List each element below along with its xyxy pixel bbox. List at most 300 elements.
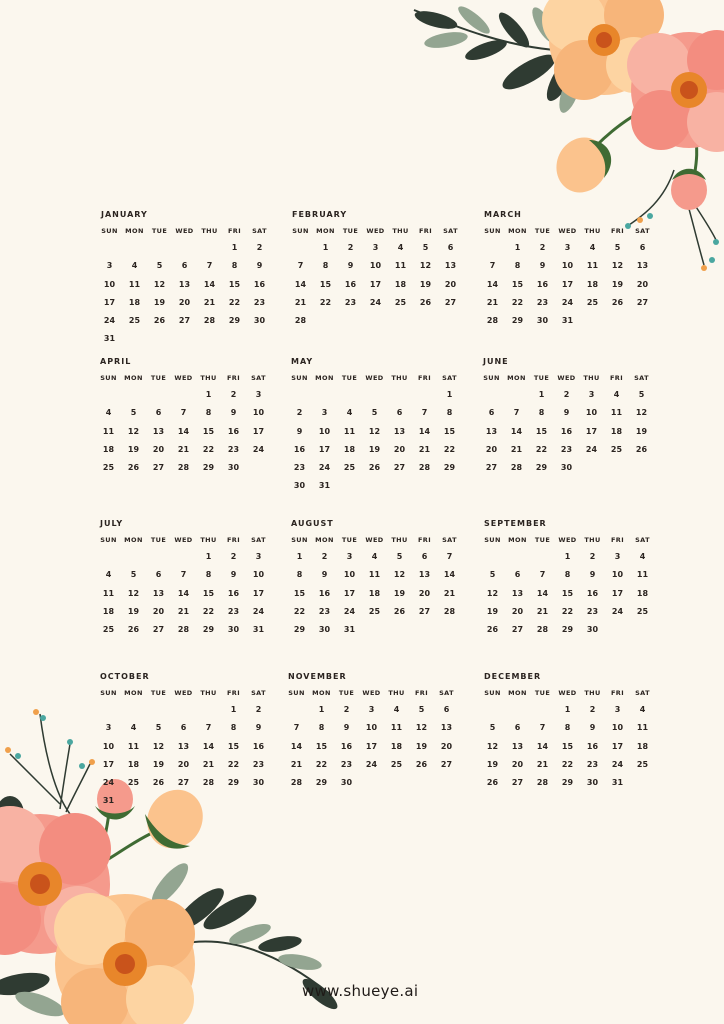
day-cell: 25 [636, 606, 649, 616]
day-cell: 1 [318, 705, 325, 714]
day-cell: 10 [343, 570, 356, 580]
day-cell: 16 [560, 426, 573, 436]
day-cell: 12 [152, 741, 165, 751]
day-cell: 23 [586, 606, 599, 616]
day-cell: 10 [365, 723, 378, 733]
day-cell: 11 [102, 426, 115, 436]
day-cell: 22 [202, 444, 215, 454]
day-cell: 20 [418, 588, 431, 598]
day-cell: 4 [105, 570, 112, 580]
month-february [288, 210, 460, 334]
day-cell: 10 [611, 570, 624, 580]
week-row [479, 390, 651, 408]
day-cell: 21 [294, 297, 307, 307]
month-january [97, 210, 269, 353]
weekday-label: MON [508, 689, 527, 697]
day-cell: 11 [127, 741, 140, 751]
weekday-label: SAT [251, 689, 266, 697]
day-cell: 8 [230, 723, 237, 733]
day-cell: 17 [252, 426, 265, 436]
day-cell [147, 334, 172, 352]
day-cell: 19 [152, 759, 165, 769]
day-cell [413, 316, 438, 334]
week-row [480, 778, 652, 796]
day-cell: 23 [560, 444, 573, 454]
day-cell: 14 [290, 741, 303, 751]
week-row [96, 607, 268, 625]
day-cell [196, 796, 221, 814]
day-cell [362, 481, 387, 499]
week-row [287, 408, 459, 426]
month-december [480, 672, 652, 796]
weekday-label: THU [200, 374, 217, 382]
day-cell: 15 [443, 426, 456, 436]
day-cell: 7 [446, 552, 453, 561]
day-cell: 13 [444, 261, 457, 271]
day-cell: 5 [418, 705, 425, 714]
weekday-header [287, 374, 459, 382]
day-cell: 11 [102, 588, 115, 598]
day-cell: 11 [343, 426, 356, 436]
day-cell: 12 [127, 426, 140, 436]
day-cell: 10 [103, 279, 116, 289]
day-cell [362, 390, 387, 408]
day-cell: 17 [343, 588, 356, 598]
day-cell: 18 [102, 606, 115, 616]
day-cell: 31 [102, 796, 115, 806]
week-row [287, 445, 459, 463]
week-row [480, 705, 652, 723]
day-cell: 2 [230, 552, 237, 561]
day-cell [387, 390, 412, 408]
day-cell: 1 [230, 705, 237, 714]
day-cell: 17 [369, 279, 382, 289]
day-cell: 2 [230, 390, 237, 399]
weekday-header [96, 689, 268, 697]
month-may [287, 357, 459, 500]
day-cell [146, 390, 171, 408]
day-cell: 11 [394, 261, 407, 271]
day-cell: 4 [131, 261, 138, 271]
day-cell: 19 [127, 444, 140, 454]
day-cell: 15 [561, 588, 574, 598]
day-cell: 25 [343, 463, 356, 473]
weekday-label: FRI [226, 536, 241, 544]
month-name: SEPTEMBER [484, 519, 547, 528]
day-cell: 23 [318, 606, 331, 616]
day-cell: 22 [202, 606, 215, 616]
day-cell: 27 [511, 778, 524, 788]
day-cell: 2 [296, 408, 303, 418]
weekday-label: MON [124, 374, 143, 382]
day-cell: 25 [102, 625, 115, 635]
day-cell: 6 [155, 408, 162, 418]
weekday-label: THU [200, 689, 217, 697]
month-march [480, 210, 652, 334]
week-row [287, 570, 459, 588]
day-cell: 24 [318, 463, 331, 473]
weekday-label: FRI [418, 227, 433, 235]
day-cell: 29 [561, 625, 574, 635]
day-cell: 3 [564, 243, 571, 252]
weekday-label: FRI [414, 689, 429, 697]
weekday-label: SUN [291, 374, 308, 382]
weekday-label: THU [200, 536, 217, 544]
weekday-label: SAT [635, 689, 650, 697]
day-cell [387, 625, 412, 643]
day-cell: 1 [231, 243, 238, 252]
day-cell: 31 [611, 778, 624, 788]
day-cell [437, 481, 462, 499]
day-cell: 24 [252, 444, 265, 454]
day-cell [96, 552, 121, 570]
day-cell: 3 [105, 723, 112, 733]
day-cell: 28 [418, 463, 431, 473]
day-cell: 21 [202, 759, 215, 769]
day-cell: 18 [102, 444, 115, 454]
day-cell [313, 316, 338, 334]
month-name: MAY [291, 357, 314, 366]
day-cell: 3 [346, 552, 353, 561]
day-cell: 19 [635, 426, 648, 436]
day-cell: 1 [322, 243, 329, 252]
day-cell: 24 [561, 297, 574, 307]
weekday-label: WED [365, 536, 384, 544]
day-cell: 21 [290, 759, 303, 769]
weekday-label: MON [316, 227, 335, 235]
day-cell: 14 [536, 588, 549, 598]
day-cell: 7 [297, 261, 304, 271]
day-cell: 13 [636, 261, 649, 271]
weekday-label: FRI [610, 227, 625, 235]
day-cell [480, 705, 505, 723]
day-cell: 10 [369, 261, 382, 271]
day-cell: 3 [368, 705, 375, 714]
day-cell: 20 [485, 444, 498, 454]
month-name: FEBRUARY [292, 210, 348, 219]
week-row [96, 445, 268, 463]
day-cell: 6 [447, 243, 454, 252]
weekday-label: SUN [100, 536, 117, 544]
day-cell: 14 [177, 426, 190, 436]
day-cell [146, 705, 171, 723]
week-row [480, 607, 652, 625]
day-cell [630, 778, 655, 796]
day-cell: 29 [293, 625, 306, 635]
day-cell: 18 [636, 741, 649, 751]
day-cell [437, 625, 462, 643]
day-cell [530, 552, 555, 570]
weekday-label: WED [366, 227, 385, 235]
weekday-label: MON [315, 536, 334, 544]
day-cell: 9 [230, 408, 237, 418]
week-row [480, 723, 652, 741]
day-cell: 16 [586, 741, 599, 751]
day-cell: 4 [639, 552, 646, 561]
day-cell [363, 316, 388, 334]
day-cell: 15 [561, 741, 574, 751]
day-cell: 19 [486, 606, 499, 616]
day-cell: 28 [536, 625, 549, 635]
day-cell: 16 [340, 741, 353, 751]
weekday-label: WED [558, 689, 577, 697]
weekday-header [97, 227, 269, 235]
day-cell: 7 [180, 570, 187, 580]
day-cell: 13 [152, 426, 165, 436]
day-cell: 4 [393, 705, 400, 714]
weekday-label: THU [584, 689, 601, 697]
day-cell: 5 [638, 390, 645, 399]
month-april [96, 357, 268, 481]
month-name: JUNE [483, 357, 509, 366]
day-cell: 30 [253, 316, 266, 326]
week-row [96, 778, 268, 796]
day-cell: 22 [561, 759, 574, 769]
day-cell: 26 [393, 606, 406, 616]
week-row [96, 390, 268, 408]
day-cell: 7 [539, 570, 546, 580]
day-cell [96, 705, 121, 723]
day-cell: 17 [611, 741, 624, 751]
week-row [97, 316, 269, 334]
day-cell: 25 [586, 297, 599, 307]
week-row [287, 390, 459, 408]
day-cell: 27 [177, 778, 190, 788]
week-row [284, 778, 456, 796]
day-cell: 7 [539, 723, 546, 733]
day-cell: 10 [318, 426, 331, 436]
week-row [288, 280, 460, 298]
day-cell: 23 [340, 759, 353, 769]
day-cell [438, 316, 463, 334]
day-cell: 28 [536, 778, 549, 788]
weekday-label: TUE [150, 374, 167, 382]
day-cell: 21 [536, 759, 549, 769]
day-cell: 14 [443, 570, 456, 580]
weekday-label: SAT [251, 536, 266, 544]
day-cell: 24 [369, 297, 382, 307]
weekday-label: TUE [534, 227, 551, 235]
day-cell: 22 [319, 297, 332, 307]
day-cell [530, 705, 555, 723]
day-cell: 16 [227, 426, 240, 436]
day-cell: 5 [155, 723, 162, 733]
weekday-label: SAT [443, 227, 458, 235]
day-cell: 18 [610, 426, 623, 436]
day-cell [505, 552, 530, 570]
weekday-label: SUN [101, 227, 118, 235]
day-cell: 13 [485, 426, 498, 436]
day-cell: 15 [511, 279, 524, 289]
week-row [287, 625, 459, 643]
day-cell: 14 [486, 279, 499, 289]
day-cell [246, 796, 271, 814]
weekday-label: SUN [484, 689, 501, 697]
day-cell: 10 [561, 261, 574, 271]
day-cell [362, 625, 387, 643]
weekday-label: TUE [338, 689, 355, 697]
day-cell [504, 390, 529, 408]
day-cell: 1 [564, 705, 571, 714]
weekday-label: FRI [610, 536, 625, 544]
week-row [287, 607, 459, 625]
day-cell: 1 [564, 552, 571, 561]
weekday-label: MON [125, 227, 144, 235]
weekday-label: FRI [417, 374, 432, 382]
day-cell: 12 [611, 261, 624, 271]
weekday-label: SAT [439, 689, 454, 697]
day-cell: 6 [443, 705, 450, 714]
day-cell: 26 [611, 297, 624, 307]
day-cell: 21 [203, 297, 216, 307]
month-june [479, 357, 651, 481]
day-cell: 9 [321, 570, 328, 580]
day-cell: 27 [152, 625, 165, 635]
day-cell: 12 [153, 279, 166, 289]
day-cell: 13 [511, 741, 524, 751]
week-row [287, 427, 459, 445]
day-cell: 30 [318, 625, 331, 635]
day-cell [412, 625, 437, 643]
day-cell: 21 [443, 588, 456, 598]
day-cell: 20 [511, 759, 524, 769]
day-cell: 5 [489, 723, 496, 733]
weekday-label: FRI [610, 689, 625, 697]
day-cell: 7 [206, 261, 213, 271]
day-cell: 12 [486, 588, 499, 598]
day-cell: 9 [563, 408, 570, 418]
day-cell: 10 [102, 741, 115, 751]
week-row [479, 463, 651, 481]
day-cell: 5 [489, 570, 496, 580]
day-cell [605, 316, 630, 334]
day-cell: 25 [394, 297, 407, 307]
day-cell: 3 [614, 705, 621, 714]
weekday-label: THU [584, 536, 601, 544]
day-cell [287, 390, 312, 408]
day-cell: 4 [130, 723, 137, 733]
day-cell: 22 [561, 606, 574, 616]
day-cell: 12 [419, 261, 432, 271]
day-cell [96, 390, 121, 408]
day-cell: 31 [561, 316, 574, 326]
weekday-header [480, 227, 652, 235]
day-cell: 11 [128, 279, 141, 289]
weekday-label: SAT [251, 374, 266, 382]
day-cell: 15 [228, 279, 241, 289]
day-cell: 3 [106, 261, 113, 271]
day-cell: 31 [103, 334, 116, 344]
day-cell: 29 [315, 778, 328, 788]
day-cell [171, 796, 196, 814]
day-cell [197, 334, 222, 352]
weekday-label: SAT [442, 374, 457, 382]
day-cell: 4 [105, 408, 112, 418]
week-row [480, 742, 652, 760]
weekday-label: SUN [483, 374, 500, 382]
day-cell: 16 [253, 279, 266, 289]
day-cell: 3 [614, 552, 621, 561]
day-cell: 26 [368, 463, 381, 473]
day-cell: 24 [611, 606, 624, 616]
week-row [96, 427, 268, 445]
day-cell: 24 [585, 444, 598, 454]
day-cell: 5 [614, 243, 621, 252]
day-cell: 6 [639, 243, 646, 252]
day-cell: 6 [396, 408, 403, 418]
day-cell: 24 [343, 606, 356, 616]
day-cell: 26 [419, 297, 432, 307]
weekday-label: THU [388, 689, 405, 697]
weekday-label: SUN [288, 689, 305, 697]
day-cell: 4 [639, 705, 646, 714]
day-cell [146, 552, 171, 570]
day-cell: 27 [152, 463, 165, 473]
website-url[interactable]: www.shueye.ai [302, 982, 419, 1000]
weekday-label: SAT [442, 536, 457, 544]
day-cell: 3 [588, 390, 595, 399]
weekday-label: TUE [534, 536, 551, 544]
month-name: APRIL [100, 357, 132, 366]
week-row [97, 261, 269, 279]
day-cell [121, 390, 146, 408]
weekday-label: WED [174, 374, 193, 382]
day-cell: 18 [128, 297, 141, 307]
day-cell: 21 [418, 444, 431, 454]
day-cell: 8 [514, 261, 521, 271]
day-cell: 14 [510, 426, 523, 436]
day-cell: 19 [415, 741, 428, 751]
week-row [287, 481, 459, 499]
day-cell: 8 [205, 408, 212, 418]
weekday-label: TUE [341, 374, 358, 382]
day-cell: 9 [255, 723, 262, 733]
day-cell [284, 705, 309, 723]
day-cell: 27 [485, 463, 498, 473]
day-cell: 15 [315, 741, 328, 751]
day-cell: 8 [564, 570, 571, 580]
week-row [480, 261, 652, 279]
day-cell: 8 [446, 408, 453, 418]
day-cell: 22 [535, 444, 548, 454]
weekday-header [479, 374, 651, 382]
day-cell: 20 [636, 279, 649, 289]
day-cell: 25 [127, 778, 140, 788]
week-row [96, 723, 268, 741]
day-cell: 16 [536, 279, 549, 289]
day-cell: 21 [177, 606, 190, 616]
weekday-label: MON [507, 374, 526, 382]
day-cell: 4 [589, 243, 596, 252]
month-name: DECEMBER [484, 672, 542, 681]
day-cell: 10 [252, 408, 265, 418]
day-cell: 18 [127, 759, 140, 769]
day-cell: 25 [128, 316, 141, 326]
day-cell: 15 [319, 279, 332, 289]
day-cell: 3 [321, 408, 328, 418]
day-cell: 30 [227, 463, 240, 473]
day-cell: 5 [422, 243, 429, 252]
day-cell: 23 [586, 759, 599, 769]
week-row [480, 243, 652, 261]
day-cell: 5 [130, 570, 137, 580]
weekday-header [288, 227, 460, 235]
day-cell: 27 [440, 759, 453, 769]
day-cell [387, 481, 412, 499]
day-cell [630, 625, 655, 643]
day-cell [121, 552, 146, 570]
day-cell [221, 796, 246, 814]
